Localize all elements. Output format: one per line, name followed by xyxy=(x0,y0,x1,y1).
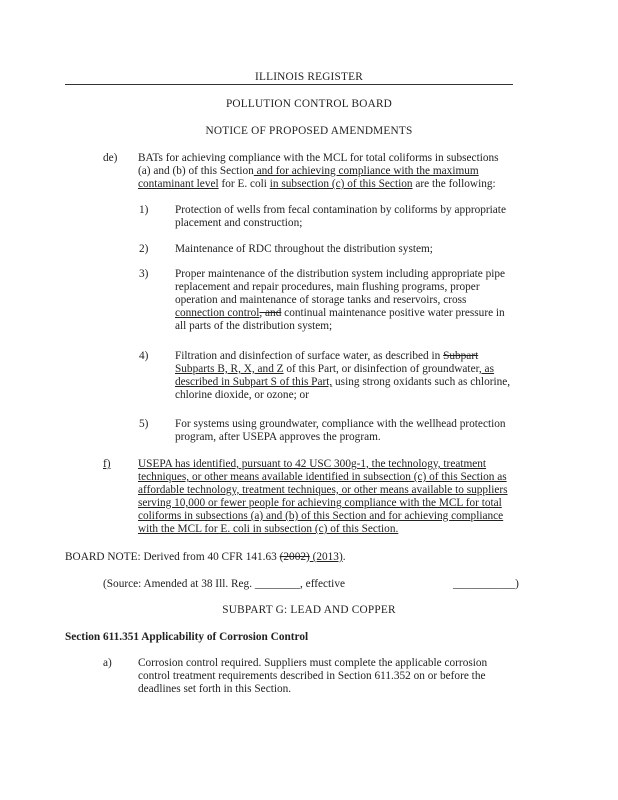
item-line: Subparts B, R, X, and Z of this Part, or disinfection of groundwater, as xyxy=(175,363,494,375)
section-351-line: control treatment requirements described in Section 611.352 on or before the xyxy=(138,670,486,682)
item-line: connection control, and continual maintenance positive water pressure in xyxy=(175,307,505,319)
item-line: Proper maintenance of the distribution system including appropriate pipe xyxy=(175,268,506,280)
item-5-text xyxy=(175,418,535,444)
board-title: POLLUTION CONTROL BOARD xyxy=(225,98,393,110)
item-1-number: 1) xyxy=(139,204,149,216)
item-line: replacement and repair procedures, main flushing programs, proper xyxy=(175,281,480,293)
item-line: Protection of wells from fecal contamination by coliforms by appropriate xyxy=(175,204,506,216)
section-e-line: BATs for achieving compliance with the MCL for total coliforms in subsections xyxy=(138,152,499,164)
item-line: operation and maintenance of storage tanks and reservoirs, cross xyxy=(175,294,467,306)
source-blank: ___________) xyxy=(453,578,519,590)
section-e-text xyxy=(138,152,538,191)
section-f-label: f) xyxy=(103,458,111,470)
section-e-label: de) xyxy=(103,152,118,164)
board-note: BOARD NOTE: Derived from 40 CFR 141.63 (2002) (2013). xyxy=(65,551,346,563)
section-f-line: with the MCL for E. coli in subsection (c) of this Section. xyxy=(138,523,399,535)
item-2-number: 2) xyxy=(139,243,149,255)
header-rule xyxy=(65,84,513,85)
item-line: Filtration and disinfection of surface water, as described in Subpart xyxy=(175,350,479,362)
section-f-line: affordable technology, treatment techniques, or other means available to suppliers xyxy=(138,484,508,496)
section-f-line: techniques, or other means available identified in subsection (c) of this Section as xyxy=(138,471,507,483)
subpart-title: SUBPART G: LEAD AND COPPER xyxy=(222,604,396,616)
item-4-number: 4) xyxy=(139,350,149,362)
item-line: program, after USEPA approves the program. xyxy=(175,431,381,443)
section-f-line: coliforms in subsections (a) and (b) of this Section and for achieving compliance xyxy=(138,510,504,522)
item-1-text xyxy=(175,204,535,230)
register-title: ILLINOIS REGISTER xyxy=(255,71,363,83)
section-e-line: contaminant level for E. coli in subsection (c) of this Section are the following: xyxy=(138,178,496,190)
item-line: For systems using groundwater, compliance with the wellhead protection xyxy=(175,418,506,430)
section-351-a-label: a) xyxy=(103,657,112,669)
item-line: Maintenance of RDC throughout the distribution system; xyxy=(175,243,433,255)
section-351-line: Corrosion control required. Suppliers must complete the applicable corrosion xyxy=(138,657,488,669)
notice-title: NOTICE OF PROPOSED AMENDMENTS xyxy=(205,125,413,137)
section-f-text xyxy=(138,458,538,536)
item-line: all parts of the distribution system; xyxy=(175,320,333,332)
item-2-text xyxy=(175,243,535,256)
section-f-line: serving 10,000 or fewer people for achieving compliance with the MCL for total xyxy=(138,497,502,509)
item-3-text xyxy=(175,268,535,333)
section-351-line: deadlines set forth in this Section. xyxy=(138,683,292,695)
item-5-number: 5) xyxy=(139,418,149,430)
section-f-line: USEPA has identified, pursuant to 42 USC 300g-1, the technology, treatment xyxy=(138,458,487,470)
section-351-a-text xyxy=(138,657,538,696)
item-4-text xyxy=(175,350,535,402)
section-heading: Section 611.351 Applicability of Corrosion Control xyxy=(65,631,309,643)
item-line: placement and construction; xyxy=(175,217,303,229)
item-line: chlorine dioxide, or ozone; or xyxy=(175,389,309,401)
item-line: described in Subpart S of this Part, using strong oxidants such as chlorine, xyxy=(175,376,511,388)
source-line: (Source: Amended at 38 Ill. Reg. ________, effective xyxy=(103,578,345,590)
item-3-number: 3) xyxy=(139,268,149,280)
section-e-line: (a) and (b) of this Section and for achieving compliance with the maximum xyxy=(138,165,479,177)
